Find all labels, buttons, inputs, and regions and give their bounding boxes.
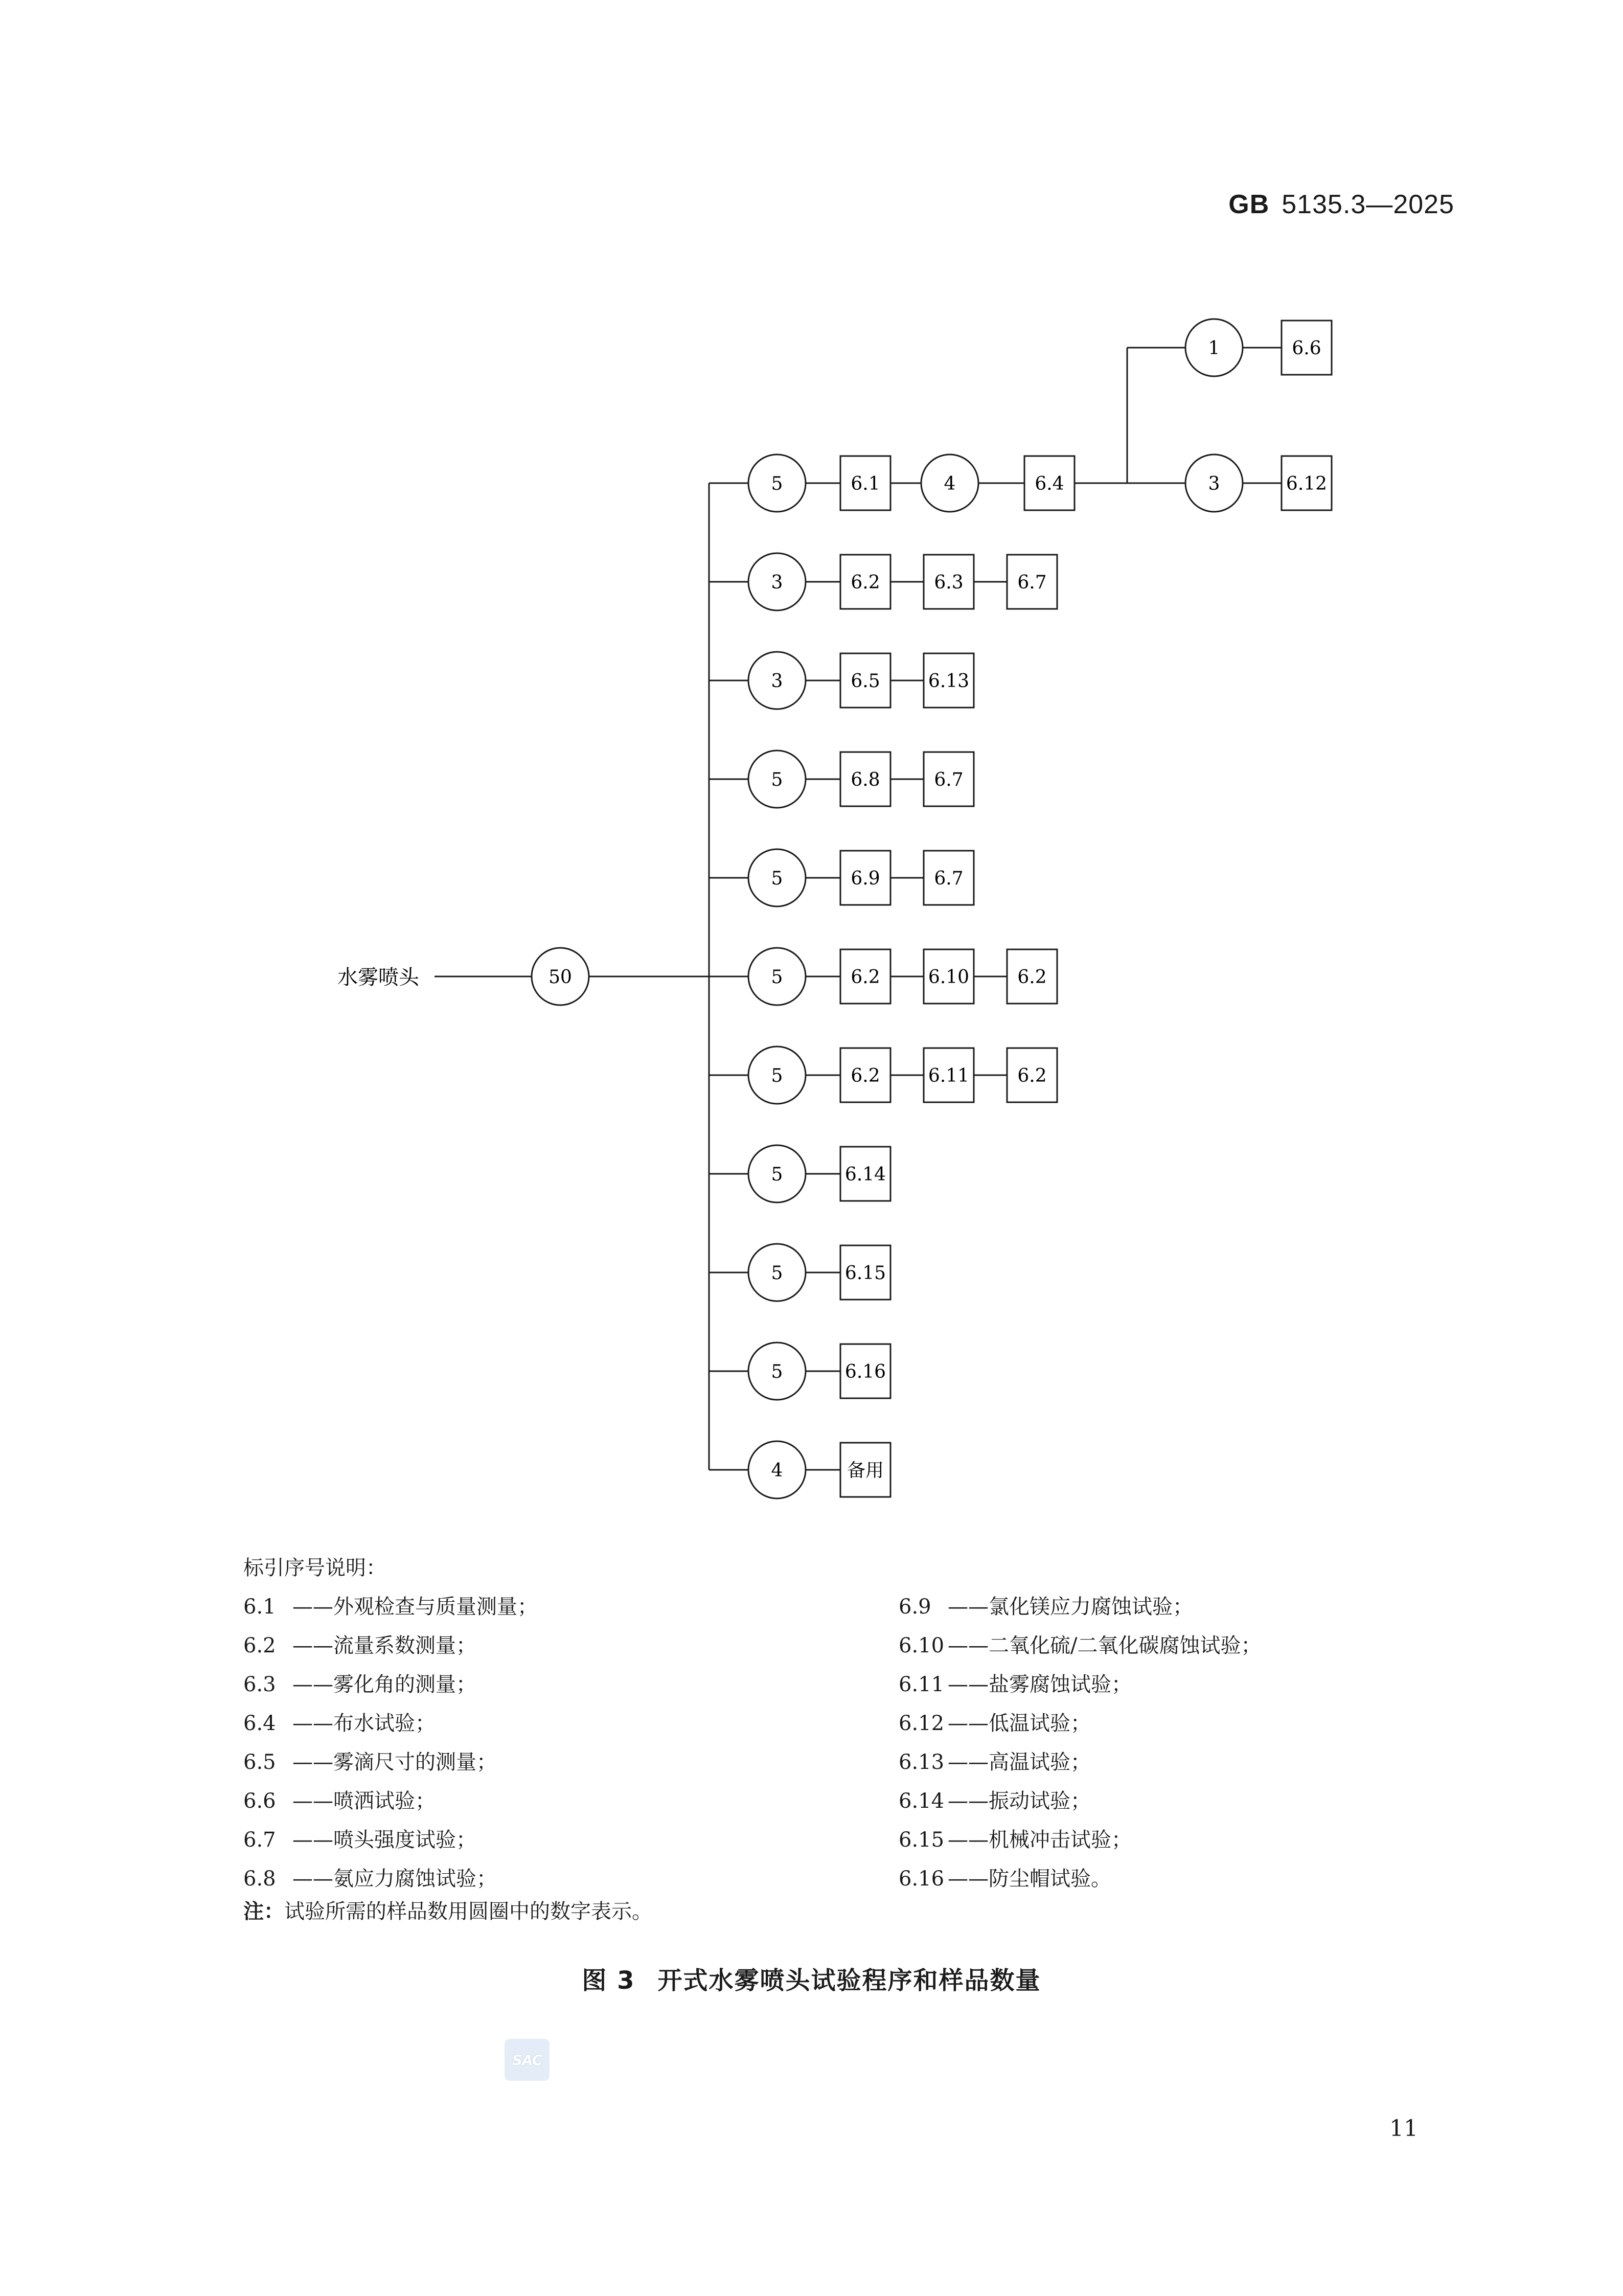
sample-count-label: 50 (548, 967, 572, 988)
legend-right-item (899, 1704, 1261, 1743)
test-item-label: 6.13 (928, 671, 970, 692)
legend-right-column (899, 1587, 1261, 1898)
test-item-label: 6.9 (851, 868, 880, 889)
legend-code: 6.9 (899, 1595, 931, 1619)
legend-right-item (899, 1626, 1261, 1665)
legend-code: 6.12 (899, 1712, 945, 1735)
test-item-label: 6.6 (1292, 338, 1321, 359)
legend-code: 6.3 (243, 1673, 276, 1696)
legend-left-item (243, 1821, 538, 1859)
legend-text: ——防尘帽试验。 (948, 1867, 1111, 1891)
legend-heading: 标引序号说明： (243, 1556, 386, 1580)
sample-count-label: 3 (1208, 473, 1220, 494)
test-item-label: 6.4 (1035, 473, 1064, 494)
legend-code: 6.13 (899, 1751, 945, 1774)
legend-code: 6.7 (243, 1828, 276, 1852)
sample-count-label: 4 (944, 473, 956, 494)
test-item-label: 6.7 (934, 769, 964, 790)
sample-count-label: 5 (771, 868, 783, 889)
legend-text: ——高温试验； (948, 1751, 1091, 1774)
legend-code: 6.6 (243, 1789, 276, 1813)
note (243, 1895, 652, 1924)
legend-text: ——二氧化硫/二氧化碳腐蚀试验； (948, 1634, 1262, 1657)
test-item-label: 6.2 (1017, 1065, 1047, 1086)
legend-text: ——外观检查与质量测量； (292, 1595, 538, 1619)
sample-count-label: 3 (771, 671, 783, 692)
test-item-label: 6.12 (1286, 473, 1328, 494)
test-item-label: 6.2 (851, 1065, 880, 1086)
test-item-label: 6.1 (851, 473, 880, 494)
root-label: 水雾喷头 (337, 966, 419, 989)
legend-left-item (243, 1859, 538, 1898)
figure-title: 开式水雾喷头试验程序和样品数量 (657, 1966, 1041, 1995)
legend-code: 6.11 (899, 1673, 945, 1696)
legend-right-item (899, 1743, 1261, 1782)
note-text: 试验所需的样品数用圆圈中的数字表示。 (284, 1900, 652, 1923)
test-item-label: 6.2 (851, 967, 880, 988)
legend-left-item (243, 1782, 538, 1821)
legend-left-item (243, 1665, 538, 1704)
legend-text: ——雾滴尺寸的测量； (292, 1751, 497, 1774)
test-item-label: 6.16 (844, 1361, 886, 1382)
legend-right-item (899, 1859, 1261, 1898)
sample-count-label: 5 (771, 1361, 783, 1382)
legend-right-item (899, 1665, 1261, 1704)
test-item-label: 6.2 (851, 572, 880, 593)
test-item-label: 6.2 (1017, 967, 1047, 988)
legend-left-column (243, 1587, 538, 1898)
sample-count-label: 1 (1208, 338, 1220, 359)
test-item-label: 6.5 (851, 671, 880, 692)
test-item-label: 备用 (847, 1460, 884, 1481)
legend-left-item (243, 1704, 538, 1743)
legend-code: 6.4 (243, 1712, 276, 1735)
figure-caption (0, 1961, 1623, 1996)
legend-text: ——喷头强度试验； (292, 1828, 476, 1852)
legend-code: 6.1 (243, 1595, 276, 1619)
test-item-label: 6.7 (1017, 572, 1047, 593)
legend-code: 6.8 (243, 1867, 276, 1891)
test-item-label: 6.8 (851, 769, 880, 790)
test-item-label: 6.10 (928, 967, 970, 988)
sample-count-label: 4 (771, 1460, 783, 1481)
test-item-label: 6.3 (934, 572, 964, 593)
legend-code: 6.16 (899, 1867, 945, 1891)
standard-code: 5135.3—2025 (1282, 190, 1454, 219)
legend-code: 6.2 (243, 1634, 276, 1657)
legend-text: ——低温试验； (948, 1712, 1091, 1735)
sac-logo-text: SAC (512, 2051, 542, 2068)
legend-code: 6.5 (243, 1751, 276, 1774)
legend-text: ——布水试验； (292, 1712, 436, 1735)
legend-text: ——雾化角的测量； (292, 1673, 476, 1696)
legend-right-item (899, 1587, 1261, 1626)
test-item-label: 6.7 (934, 868, 964, 889)
sample-count-label: 5 (771, 1164, 783, 1185)
legend-code: 6.10 (899, 1634, 945, 1657)
figure-number: 图 3 (582, 1966, 635, 1995)
legend-left-item (243, 1626, 538, 1665)
legend-code: 6.15 (899, 1828, 945, 1852)
legend-text: ——氨应力腐蚀试验； (292, 1867, 497, 1891)
legend-text: ——机械冲击试验； (948, 1828, 1132, 1852)
sample-count-label: 5 (771, 1263, 783, 1284)
note-label: 注： (243, 1900, 284, 1923)
test-item-label: 6.15 (844, 1263, 886, 1284)
sample-count-label: 5 (771, 473, 783, 494)
legend-code: 6.14 (899, 1789, 945, 1813)
sample-count-label: 5 (771, 769, 783, 790)
sac-logo (505, 2039, 550, 2081)
legend-text: ——振动试验； (948, 1789, 1091, 1813)
legend-left-item (243, 1743, 538, 1782)
legend-right-item (899, 1782, 1261, 1821)
legend-right-item (899, 1821, 1261, 1859)
sample-count-label: 5 (771, 1065, 783, 1086)
standard-prefix: GB (1228, 190, 1270, 219)
legend-left-item (243, 1587, 538, 1626)
page-number: 11 (1389, 2116, 1418, 2142)
legend-text: ——盐雾腐蚀试验； (948, 1673, 1132, 1696)
sample-count-label: 3 (771, 572, 783, 593)
legend-text: ——氯化镁应力腐蚀试验； (948, 1595, 1193, 1619)
legend-text: ——喷洒试验； (292, 1789, 436, 1813)
test-item-label: 6.11 (928, 1065, 970, 1086)
sample-count-label: 5 (771, 967, 783, 988)
test-item-label: 6.14 (844, 1164, 886, 1185)
legend-text: ——流量系数测量； (292, 1634, 476, 1657)
